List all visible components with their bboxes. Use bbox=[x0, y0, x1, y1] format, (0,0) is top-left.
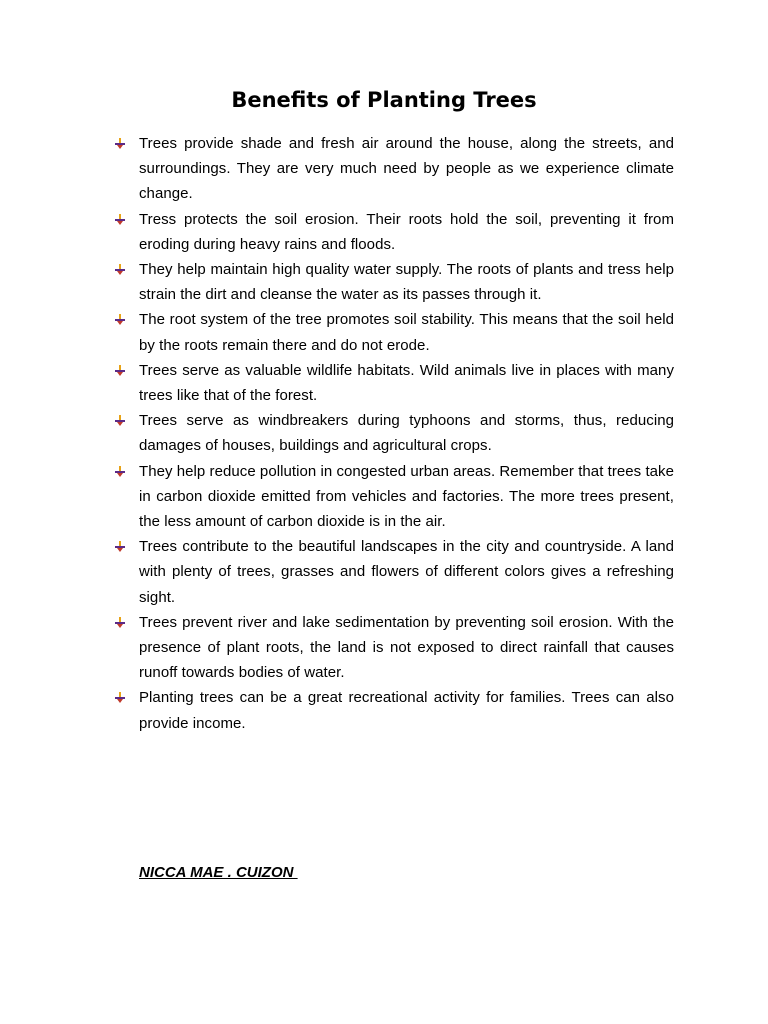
list-item bbox=[139, 534, 674, 610]
list-item-text: The root system of the tree promotes soil stability. This means that the soil held by the roots remain there and do not erode. bbox=[139, 311, 674, 354]
list-item-text: Trees provide shade and fresh air around the house, along the streets, and surroundings. They are very much need by people as we experience climate change. bbox=[139, 135, 674, 203]
list-item-text: Trees serve as windbreakers during typhoons and storms, thus, reducing damages of houses, buildings and agricultural crops. bbox=[139, 412, 674, 455]
list-item-text: Trees prevent river and lake sedimentation by preventing soil erosion. With the presence of plant roots, the land is not exposed to direct rainfall that causes runoff towards bodies of water. bbox=[139, 613, 674, 682]
list-item-text: They help reduce pollution in congested urban areas. Remember that trees take in carbon dioxide emitted from vehicles and factories. The more trees present, the less amount of carbon dioxide is in the air. bbox=[139, 462, 674, 531]
list-item-text: Trees serve as valuable wildlife habitats. Wild animals live in places with many trees like that of the forest. bbox=[139, 361, 674, 405]
arrow-down-bullet-icon bbox=[114, 415, 126, 427]
author-signature: NICCA MAE . CUIZON bbox=[139, 864, 298, 881]
list-item-text: Tress protects the soil erosion. Their roots hold the soil, preventing it from eroding during heavy rains and floods. bbox=[139, 210, 674, 253]
list-item-text: Planting trees can be a great recreational activity for families. Trees can also provide income. bbox=[139, 689, 674, 732]
arrow-down-bullet-icon bbox=[114, 214, 126, 226]
arrow-down-bullet-icon bbox=[114, 138, 126, 150]
arrow-down-bullet-icon bbox=[114, 617, 126, 629]
arrow-down-bullet-icon bbox=[114, 692, 126, 704]
benefits-list bbox=[139, 131, 674, 736]
list-item bbox=[139, 610, 674, 686]
arrow-down-bullet-icon bbox=[114, 541, 126, 553]
list-item bbox=[139, 685, 674, 735]
list-item bbox=[139, 358, 674, 408]
arrow-down-bullet-icon bbox=[114, 314, 126, 326]
list-item bbox=[139, 131, 674, 207]
arrow-down-bullet-icon bbox=[114, 264, 126, 276]
document-title: Benefits of Planting Trees bbox=[231, 88, 537, 112]
list-item bbox=[139, 257, 674, 307]
list-item-text: They help maintain high quality water supply. The roots of plants and tress help strain the dirt and cleanse the water as its passes through it. bbox=[139, 261, 674, 304]
arrow-down-bullet-icon bbox=[114, 365, 126, 377]
list-item-text: Trees contribute to the beautiful landscapes in the city and countryside. A land with plenty of trees, grasses and flowers of different colors gives a refreshing sight. bbox=[139, 538, 674, 606]
list-item bbox=[139, 207, 674, 257]
arrow-down-bullet-icon bbox=[114, 466, 126, 478]
list-item bbox=[139, 408, 674, 458]
list-item bbox=[139, 307, 674, 357]
list-item bbox=[139, 459, 674, 535]
